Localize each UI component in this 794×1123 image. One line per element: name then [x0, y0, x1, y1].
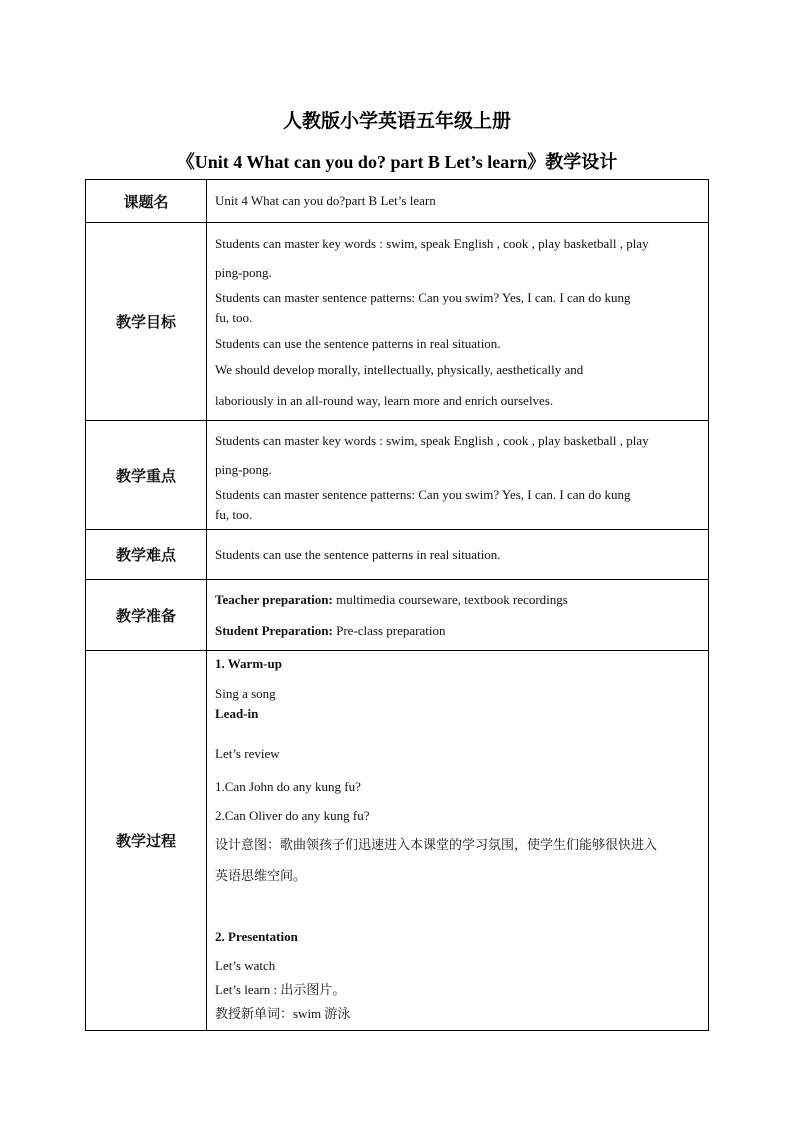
objective-line: fu, too. [215, 309, 253, 325]
row-process [86, 651, 709, 1031]
row-objectives [86, 223, 709, 421]
teacher-preparation [215, 584, 702, 615]
warmup-heading: 1. Warm-up [215, 656, 282, 671]
objectives-content [207, 223, 709, 421]
student-preparation [215, 615, 702, 646]
row-key-points [86, 421, 709, 530]
leadin-heading: Lead-in [215, 706, 259, 721]
design-intent-line: 设计意图：歌曲领孩子们迅速进入本课堂的学习氛围，使学生们能够很快进入 [215, 838, 658, 853]
key-points-content [207, 421, 709, 530]
key-point-line: Students can master sentence patterns: Can you swim? Yes, I can. I can do kung [215, 487, 631, 502]
objective-line: Students can master sentence patterns: Can you swim? Yes, I can. I can do kung [215, 289, 631, 305]
process-content [207, 651, 709, 1031]
row-difficulties [86, 530, 709, 580]
lesson-title [0, 148, 794, 174]
topic-value: Unit 4 What can you do?part B Let’s learn [207, 180, 709, 223]
lets-learn: Let’s learn : 出示图片。 [215, 982, 346, 997]
difficulties-value: Students can use the sentence patterns in real situation. [207, 530, 709, 580]
question-2: 2.Can Oliver do any kung fu? [215, 808, 370, 823]
new-words: 教授新单词：swim 游泳 [215, 1006, 351, 1021]
objective-line: Students can use the sentence patterns in real situation. [215, 335, 501, 351]
objective-line: Students can master key words : swim, speak English , cook , play basketball , play [215, 235, 649, 251]
lets-watch: Let’s watch [215, 958, 276, 973]
presentation-heading: 2. Presentation [215, 929, 298, 944]
label-key-points: 教学重点 [86, 421, 207, 530]
key-point-line: Students can master key words : swim, speak English , cook , play basketball , play [215, 433, 649, 448]
row-topic [86, 180, 709, 223]
label-difficulties: 教学难点 [86, 530, 207, 580]
teacher-preparation-label: Teacher preparation: [215, 592, 333, 607]
lesson-title-english: 《Unit 4 What can you do? part B Let’s learn》 [176, 152, 546, 172]
sing-a-song: Sing a song [215, 686, 276, 701]
question-1: 1.Can John do any kung fu? [215, 779, 361, 794]
label-process: 教学过程 [86, 651, 207, 1031]
label-preparation: 教学准备 [86, 580, 207, 651]
label-objectives: 教学目标 [86, 223, 207, 421]
label-topic: 课题名 [86, 180, 207, 223]
row-preparation [86, 580, 709, 651]
key-point-line: ping-pong. [215, 462, 272, 477]
preparation-content [207, 580, 709, 651]
student-preparation-label: Student Preparation: [215, 623, 333, 638]
lesson-plan-table [85, 179, 709, 1031]
document-title: 人教版小学英语五年级上册 [282, 110, 511, 132]
objective-line: We should develop morally, intellectually, physically, aesthetically and [215, 361, 584, 377]
lesson-title-chinese: 教学设计 [545, 152, 618, 173]
design-intent-line: 英语思维空间。 [215, 869, 307, 884]
student-preparation-value: Pre-class preparation [336, 623, 446, 638]
teacher-preparation-value: multimedia courseware, textbook recordings [336, 592, 568, 607]
objective-line: laboriously in an all-round way, learn more and enrich ourselves. [215, 392, 554, 408]
objective-line: ping-pong. [215, 264, 272, 280]
key-point-line: fu, too. [215, 507, 253, 522]
lets-review: Let’s review [215, 746, 280, 761]
